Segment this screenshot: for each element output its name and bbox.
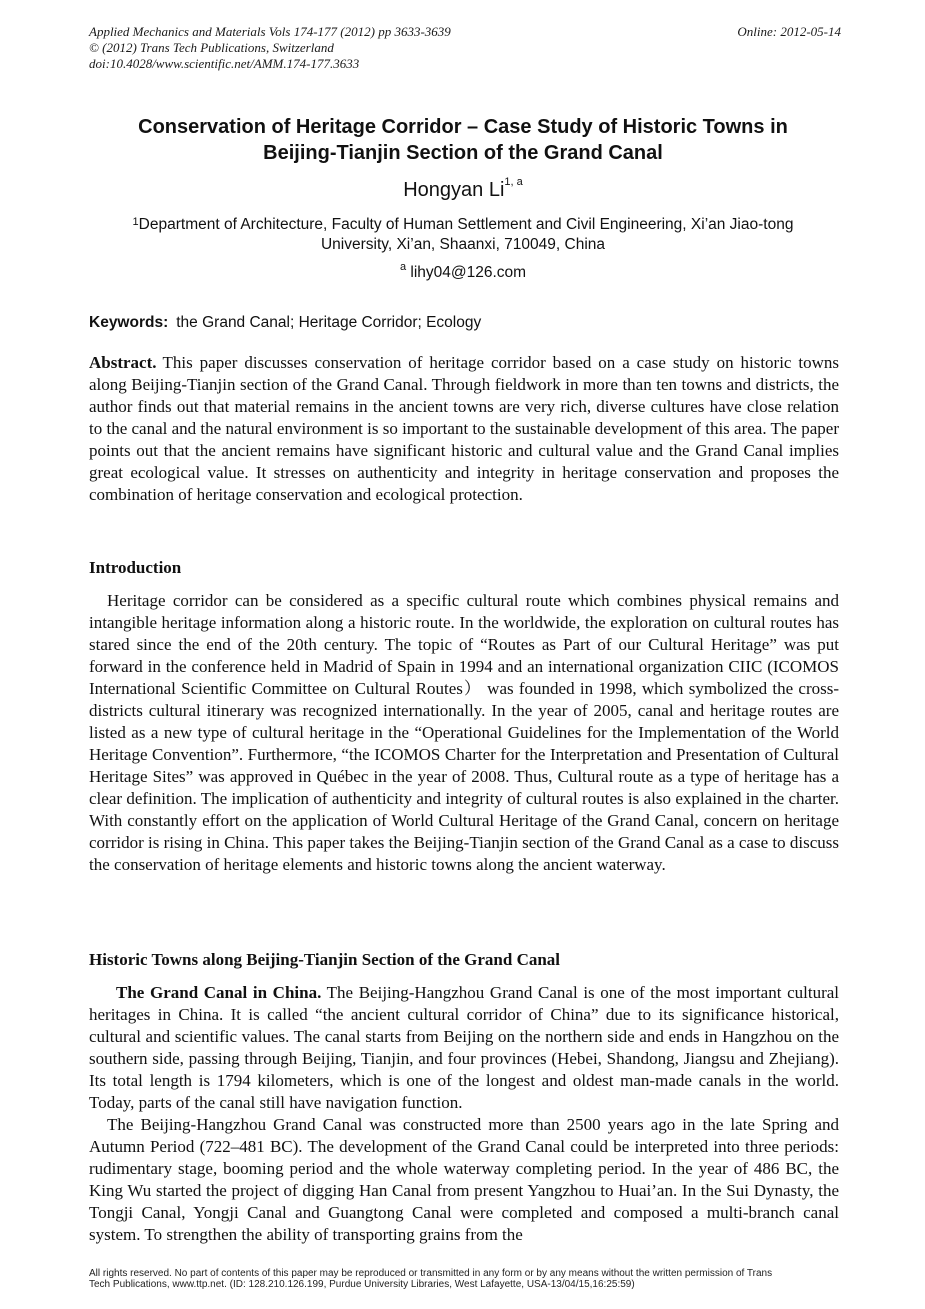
abstract-label: Abstract. xyxy=(89,353,157,372)
author xyxy=(89,176,837,202)
affiliation-line-1: Department of Architecture, Faculty of Human Settlement and Civil Engineering, Xi’an Jiao-tong xyxy=(138,216,794,233)
paper-title xyxy=(89,114,837,166)
keywords-text: the Grand Canal; Heritage Corridor; Ecology xyxy=(176,314,482,331)
online-date: Online: 2012-05-14 xyxy=(737,24,841,39)
historic-towns-heading: Historic Towns along Beijing-Tianjin Section of the Grand Canal xyxy=(89,950,561,969)
grand-canal-paragraph xyxy=(89,982,839,1114)
introduction-heading: Introduction xyxy=(89,558,182,577)
keywords-label: Keywords: xyxy=(89,314,169,331)
affiliation-superscript: 1 xyxy=(132,216,139,228)
email-superscript: a xyxy=(399,261,407,273)
grand-canal-lead: The Grand Canal in China. xyxy=(116,983,322,1002)
abstract-text: This paper discusses conservation of heritage corridor based on a case study on historic towns along Beijing-Tianjin section of the Grand Canal. Through fieldwork in more than ten towns and districts, the author finds out that material remains in the ancient towns are very rich, diverse cultures have close relation to the canal and the natural environment is so important to the sustainable development of this area. The paper points out that the ancient remains have significant historic and cultural value and the Grand Canal implies great ecological value. It stresses on authenticity and integrity in heritage conservation and proposes the combination of heritage conservation and ecological protection. xyxy=(89,353,839,504)
canal-history-paragraph: The Beijing-Hangzhou Grand Canal was constructed more than 2500 years ago in the late Spring and Autumn Period (722–481 BC). The development of the Grand Canal could be interpreted into three periods: rudimentary stage, booming period and the whole waterway completing period. In the year of 486 BC, the King Wu started the project of digging Han Canal from present Yangzhou to Huai’an. In the Sui Dynasty, the Tongji Canal, Yongji Canal and Guangtong Canal were completed and composed a multi-branch canal system. To strengthen the ability of transporting grains from the xyxy=(89,1115,839,1244)
footer-line-2: Tech Publications, www.ttp.net. (ID: 128.210.126.199, Purdue University Libraries, West Lafayette, USA-13/04/15,16:25:59) xyxy=(89,1279,635,1290)
doi-line: doi:10.4028/www.scientific.net/AMM.174-177.3633 xyxy=(89,56,360,71)
copyright-footer xyxy=(89,1268,841,1290)
journal-citation: Applied Mechanics and Materials Vols 174-177 (2012) pp 3633-3639 xyxy=(89,24,451,39)
copyright-line: © (2012) Trans Tech Publications, Switzerland xyxy=(89,40,334,55)
author-email xyxy=(89,261,837,282)
paper-title-line-2: Beijing-Tianjin Section of the Grand Canal xyxy=(263,142,663,164)
abstract xyxy=(89,352,839,506)
author-superscript: 1, a xyxy=(504,176,523,188)
grand-canal-text: The Beijing-Hangzhou Grand Canal is one of the most important cultural heritages in China. It is called “the ancient cultural corridor of China” due to its significance historical, cultural and scientific values. The canal starts from Beijing on the northern side and ends in Hangzhou on the southern side, passing through Beijing, Tianjin, and four provinces (Hebei, Shandong, Jiangsu and Zhejiang). Its total length is 1794 kilometers, which is one of the longest and oldest man-made canals in the world. Today, parts of the canal still have navigation function. xyxy=(89,983,839,1112)
affiliation xyxy=(89,215,837,255)
keywords xyxy=(89,314,837,332)
affiliation-line-2: University, Xi’an, Shaanxi, 710049, China xyxy=(320,236,606,253)
footer-line-1: All rights reserved. No part of contents of this paper may be reproduced or transmitted in any form or by any means without the written permission of Trans xyxy=(89,1268,773,1279)
author-name: Hongyan Li xyxy=(403,179,505,201)
journal-header xyxy=(89,24,841,72)
email-address[interactable]: lihy04@126.com xyxy=(410,264,527,281)
introduction-paragraph: Heritage corridor can be considered as a specific cultural route which combines physical remains and intangible heritage information along a historic route. In the worldwide, the exploration on cultural routes has stared since the end of the 20th century. The topic of “Routes as Part of our Cultural Heritage” was put forward in the conference held in Madrid of Spain in 1994 and an international organization CIIC (ICOMOS International Scientific Committee on Cultural Routes） was founded in 1998, which symbolized the cross-districts cultural itinerary was recognized internationally. In the year of 2005, canal and heritage routes are listed as a new type of cultural heritage in the “Operational Guidelines for the Implementation of the World Heritage Convention”. Furthermore, “the ICOMOS Charter for the Interpretation and Presentation of Cultural Heritage Sites” was approved in Québec in the year of 2008. Thus, Cultural route as a type of heritage has a clear definition. The implication of authenticity and integrity of cultural routes is also explained in the charter. With constantly effort on the application of World Cultural Heritage of the Grand Canal, concern on heritage corridor is rising in China. This paper takes the Beijing-Tianjin section of the Grand Canal as a case to discuss the conservation of heritage elements and historic towns along the ancient waterway. xyxy=(89,591,839,874)
paper-title-line-1: Conservation of Heritage Corridor – Case Study of Historic Towns in xyxy=(138,116,788,138)
